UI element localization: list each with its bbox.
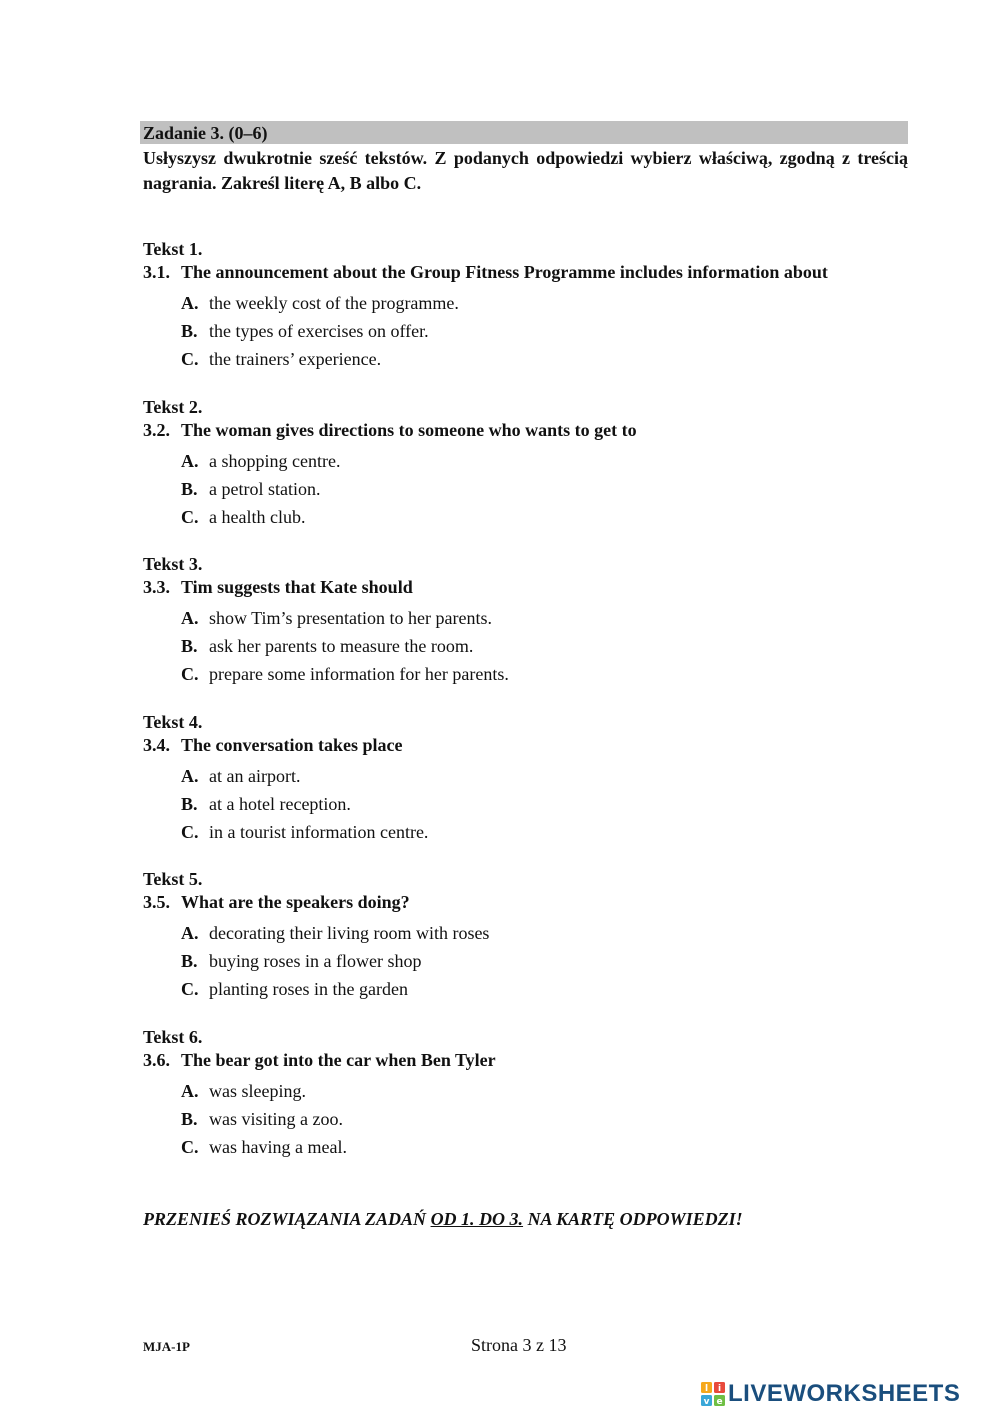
answer-option-a[interactable]	[143, 919, 923, 947]
tekst-label: Tekst 4.	[143, 712, 203, 732]
answer-option-b[interactable]	[143, 632, 923, 660]
option-letter: B.	[181, 951, 198, 971]
task-title: Zadanie 3. (0–6)	[143, 123, 268, 143]
answer-option-c[interactable]	[143, 818, 923, 846]
option-letter: A.	[181, 608, 199, 628]
transfer-note-part3: NA KARTĘ ODPOWIEDZI!	[523, 1209, 743, 1229]
answer-option-c[interactable]	[143, 1133, 923, 1161]
answer-option-c[interactable]	[143, 660, 923, 688]
answer-option-a[interactable]	[143, 1077, 923, 1105]
option-letter: C.	[181, 507, 199, 527]
exam-code: MJA-1P	[143, 1339, 190, 1354]
answer-options	[143, 1077, 923, 1161]
tekst-label: Tekst 2.	[143, 397, 203, 417]
question-number: 3.3.	[143, 577, 170, 597]
question-section-1	[143, 238, 923, 373]
option-text: in a tourist information centre.	[209, 822, 429, 842]
transfer-note-range: OD 1. DO 3.	[430, 1209, 524, 1229]
option-letter: A.	[181, 766, 199, 786]
option-letter: C.	[181, 1137, 199, 1157]
option-letter: C.	[181, 664, 199, 684]
question-section-6	[143, 1026, 923, 1161]
answer-option-b[interactable]	[143, 317, 923, 345]
question-text: The announcement about the Group Fitness Programme includes information about	[181, 262, 828, 282]
transfer-answers-note	[143, 1207, 743, 1231]
option-letter: A.	[181, 1081, 199, 1101]
answer-options	[143, 604, 923, 688]
question-text: The conversation takes place	[181, 735, 403, 755]
answer-option-b[interactable]	[143, 790, 923, 818]
answer-option-a[interactable]	[143, 289, 923, 317]
liveworksheets-logo-icon	[700, 1381, 726, 1407]
question-section-5	[143, 868, 923, 1003]
answer-option-c[interactable]	[143, 975, 923, 1003]
option-letter: B.	[181, 794, 198, 814]
answer-option-b[interactable]	[143, 475, 923, 503]
answer-option-a[interactable]	[143, 604, 923, 632]
option-text: decorating their living room with roses	[209, 923, 490, 943]
option-text: the types of exercises on offer.	[209, 321, 429, 341]
task-instruction: Usłyszysz dwukrotnie sześć tekstów. Z podanych odpowiedzi wybierz właściwą, zgodną z treścią nagrania. Zakreśl literę A, B albo C.	[143, 148, 908, 193]
question-section-4	[143, 711, 923, 846]
liveworksheets-brand[interactable]	[700, 1379, 960, 1409]
option-text: planting roses in the garden	[209, 979, 408, 999]
option-letter: A.	[181, 451, 199, 471]
option-text: a health club.	[209, 507, 306, 527]
question-text: What are the speakers doing?	[181, 892, 410, 912]
option-letter: A.	[181, 923, 199, 943]
question-section-3	[143, 553, 923, 688]
question-section-2	[143, 396, 923, 531]
question-number: 3.2.	[143, 420, 170, 440]
answer-options	[143, 447, 923, 531]
question-text: The bear got into the car when Ben Tyler	[181, 1050, 496, 1070]
question-line	[143, 1049, 923, 1072]
question-text: Tim suggests that Kate should	[181, 577, 413, 597]
option-letter: B.	[181, 636, 198, 656]
question-number: 3.1.	[143, 262, 170, 282]
option-text: the trainers’ experience.	[209, 349, 382, 369]
option-text: at an airport.	[209, 766, 301, 786]
option-text: prepare some information for her parents.	[209, 664, 509, 684]
answer-option-c[interactable]	[143, 345, 923, 373]
question-line	[143, 734, 923, 757]
question-line	[143, 261, 923, 284]
svg-text:e: e	[716, 1397, 723, 1407]
question-line	[143, 576, 923, 599]
answer-option-a[interactable]	[143, 447, 923, 475]
option-text: the weekly cost of the programme.	[209, 293, 459, 313]
answer-option-b[interactable]	[143, 1105, 923, 1133]
answer-options	[143, 919, 923, 1003]
option-text: at a hotel reception.	[209, 794, 351, 814]
answer-option-b[interactable]	[143, 947, 923, 975]
svg-text:v: v	[703, 1397, 710, 1407]
option-text: a petrol station.	[209, 479, 321, 499]
option-text: was having a meal.	[209, 1137, 347, 1157]
option-text: a shopping centre.	[209, 451, 341, 471]
tekst-label: Tekst 5.	[143, 869, 203, 889]
option-letter: B.	[181, 321, 198, 341]
option-letter: C.	[181, 822, 199, 842]
option-letter: B.	[181, 1109, 198, 1129]
answer-option-c[interactable]	[143, 503, 923, 531]
answer-options	[143, 762, 923, 846]
question-number: 3.4.	[143, 735, 170, 755]
tekst-label: Tekst 3.	[143, 554, 203, 574]
option-text: ask her parents to measure the room.	[209, 636, 474, 656]
option-text: buying roses in a flower shop	[209, 951, 422, 971]
liveworksheets-logo-text: LIVEWORKSHEETS	[728, 1380, 961, 1407]
option-letter: A.	[181, 293, 199, 313]
answer-option-a[interactable]	[143, 762, 923, 790]
page-number: Strona 3 z 13	[471, 1335, 567, 1355]
option-text: was visiting a zoo.	[209, 1109, 343, 1129]
question-number: 3.6.	[143, 1050, 170, 1070]
svg-text:i: i	[717, 1384, 722, 1394]
option-letter: B.	[181, 479, 198, 499]
tekst-label: Tekst 1.	[143, 239, 203, 259]
option-text: show Tim’s presentation to her parents.	[209, 608, 492, 628]
option-letter: C.	[181, 979, 199, 999]
question-line	[143, 891, 923, 914]
question-line	[143, 419, 923, 442]
question-text: The woman gives directions to someone who wants to get to	[181, 420, 637, 440]
tekst-label: Tekst 6.	[143, 1027, 203, 1047]
transfer-note-part1: PRZENIEŚ ROZWIĄZANIA ZADAŃ	[143, 1209, 431, 1229]
question-number: 3.5.	[143, 892, 170, 912]
option-letter: C.	[181, 349, 199, 369]
svg-text:l: l	[704, 1384, 709, 1394]
option-text: was sleeping.	[209, 1081, 306, 1101]
answer-options	[143, 289, 923, 373]
